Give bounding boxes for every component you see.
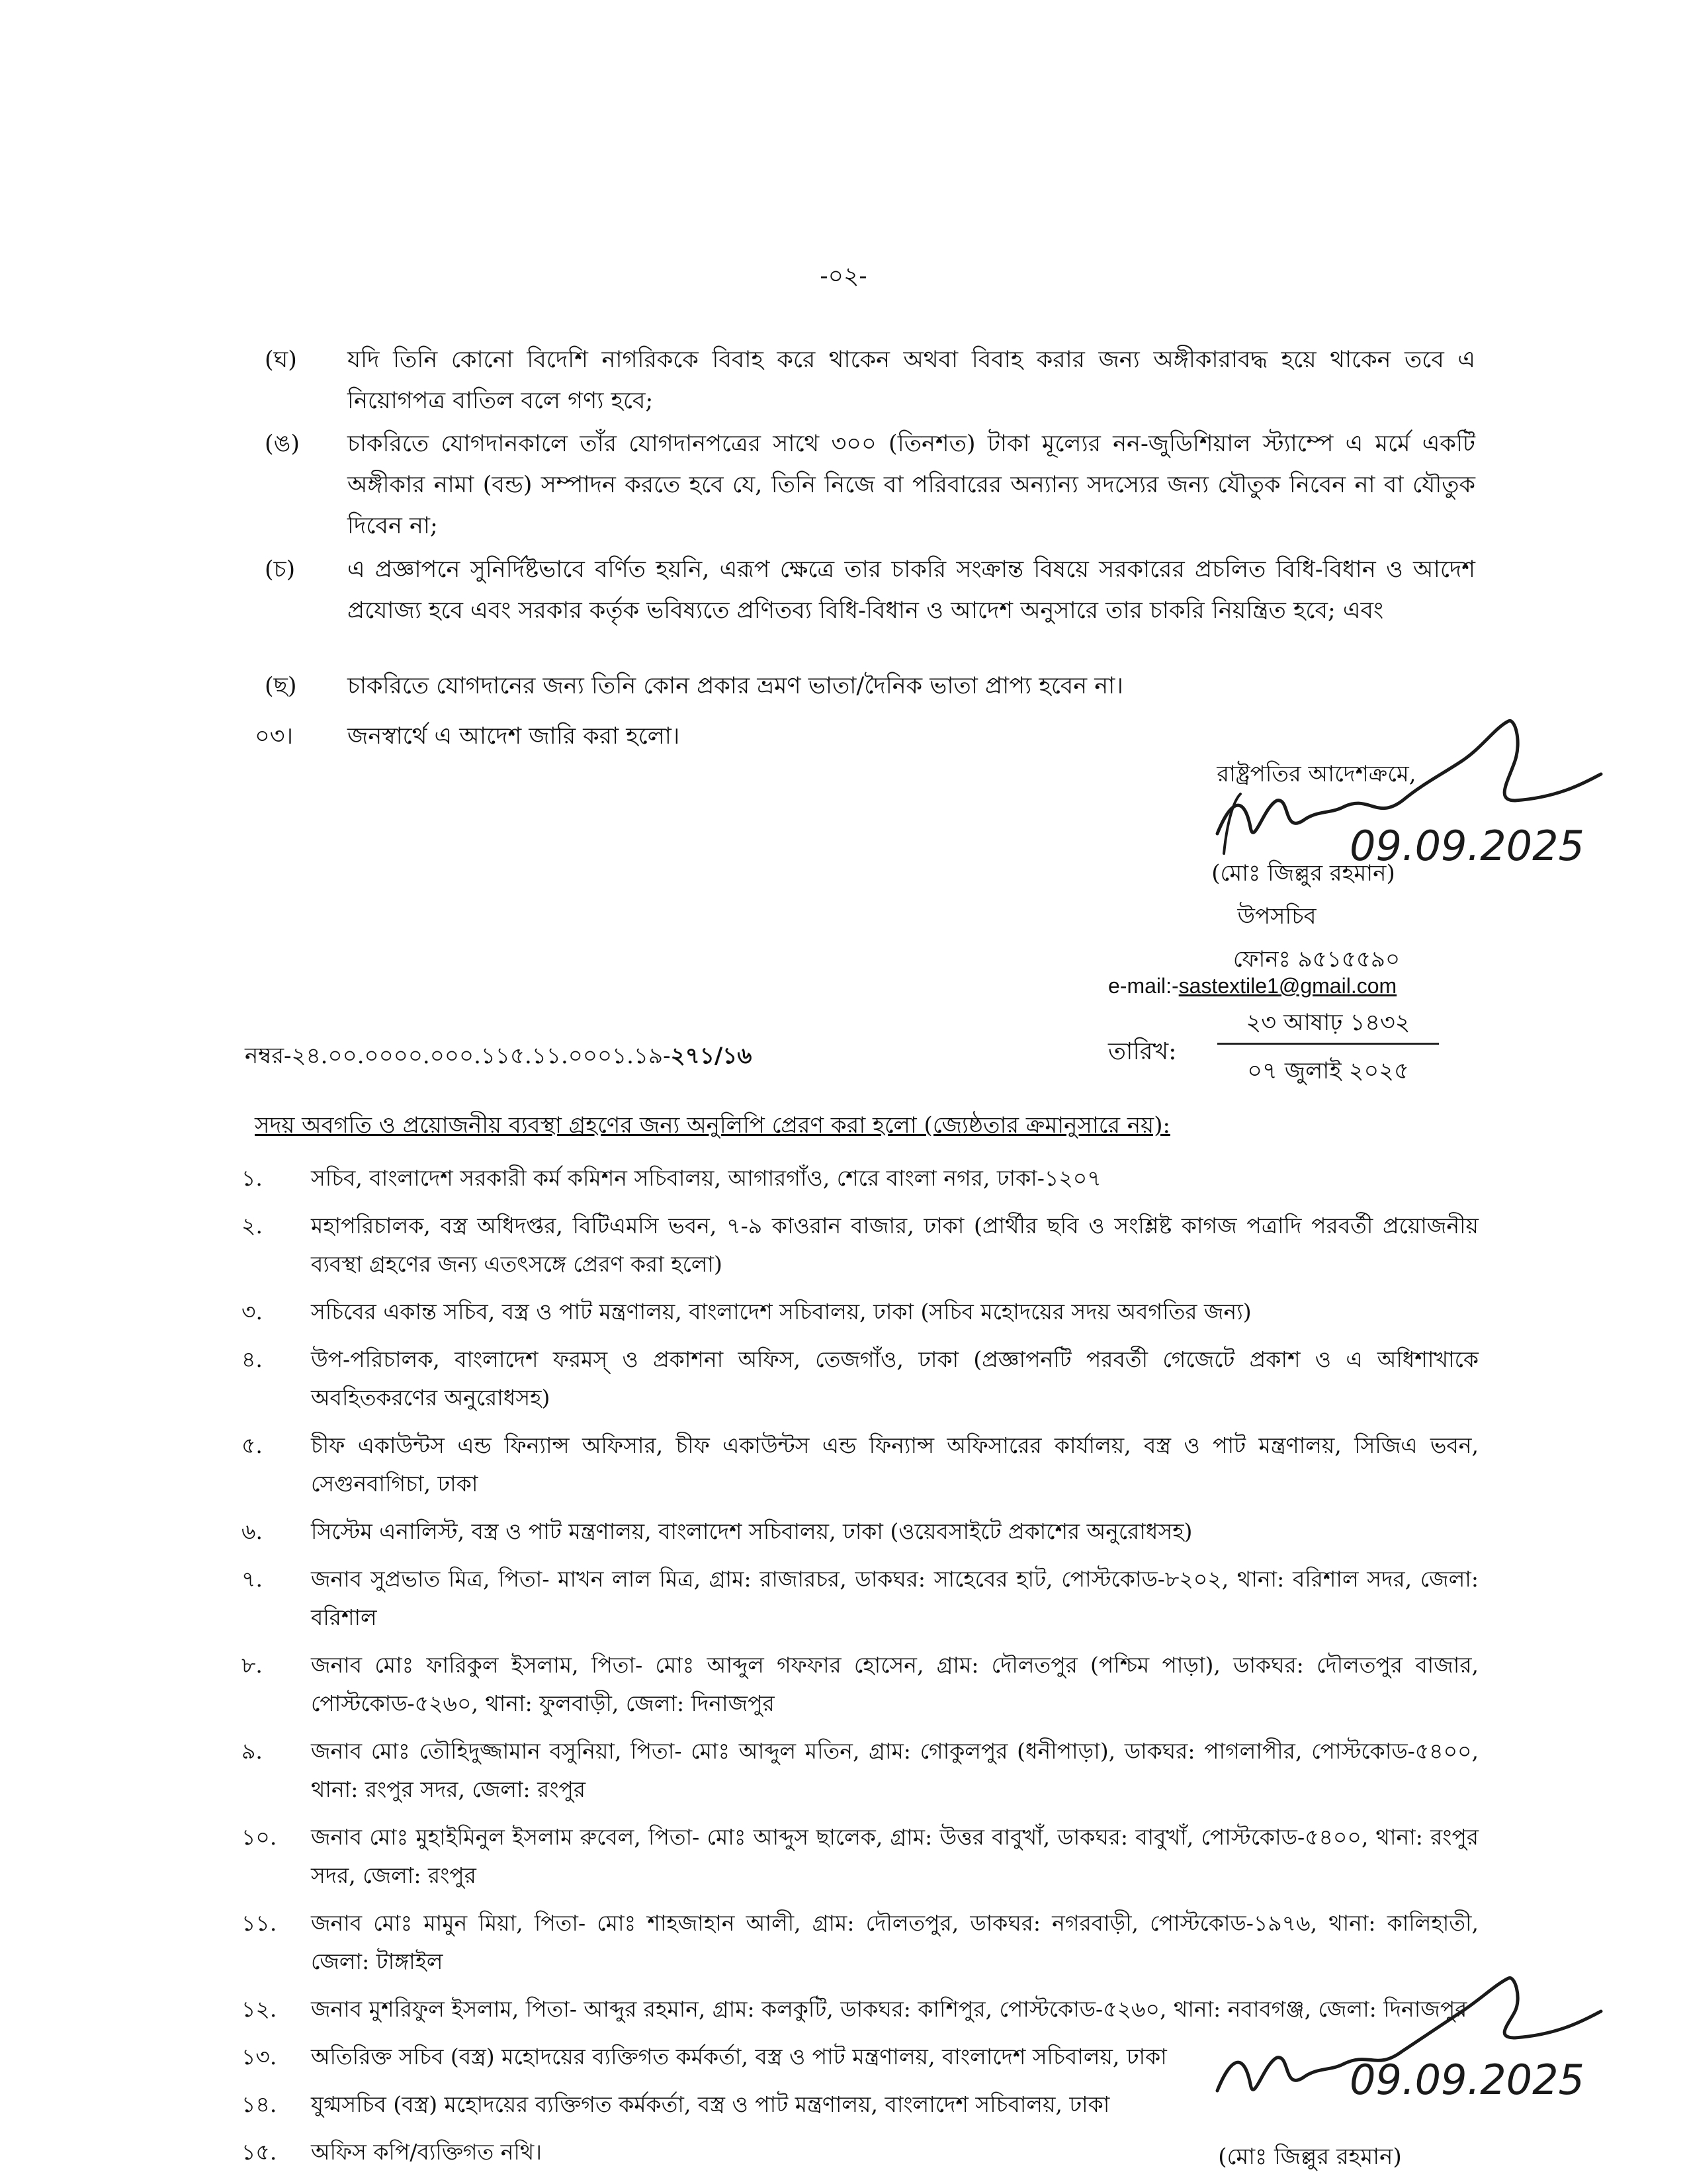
date-label: তারিখ:	[1108, 1038, 1177, 1065]
signatory-email	[1108, 974, 1397, 998]
list-item	[241, 1426, 1479, 1503]
item-number: ১০.	[241, 1824, 277, 1850]
item-text: সচিব, বাংলাদেশ সরকারী কর্ম কমিশন সচিবালয়, আগারগাঁও, শেরে বাংলা নগর, ঢাকা-১২০৭	[311, 1165, 1102, 1191]
item-text: অতিরিক্ত সচিব (বস্ত্র) মহোদয়ের ব্যক্তিগত কর্মকর্তা, বস্ত্র ও পাট মন্ত্রণালয়, বাংলাদেশ সচিবালয়, ঢাকা	[311, 2044, 1167, 2070]
distribution-heading: সদয় অবগতি ও প্রয়োজনীয় ব্যবস্থা গ্রহণের জন্য অনুলিপি প্রেরণ করা হলো (জ্যেষ্ঠতার ক্রমানুসারে নয়):	[255, 1112, 1170, 1139]
signatory-phone: ফোনঃ ৯৫১৫৫৯০	[1233, 946, 1401, 973]
by-order-line: রাষ্ট্রপতির আদেশক্রমে,	[1217, 761, 1416, 787]
item-number: ১.	[241, 1165, 263, 1191]
item-text: যুগ্মসচিব (বস্ত্র) মহোদয়ের ব্যক্তিগত কর্মকর্তা, বস্ত্র ও পাট মন্ত্রণালয়, বাংলাদেশ সচিবালয়, ঢাকা	[311, 2091, 1110, 2117]
list-item	[241, 1512, 1479, 1551]
list-item	[241, 1818, 1479, 1895]
item-text: জনাব মোঃ তৌহিদুজ্জামান বসুনিয়া, পিতা- মোঃ আব্দুল মতিন, গ্রাম: গোকুলপুর (ধনীপাড়া), ডাকঘর: পাগলাপীর, পোস্টকোড-৫৪০০, থানা: রংপুর সদর, জেলা: রংপুর	[311, 1738, 1479, 1802]
clause-marker: (ঘ)	[265, 347, 297, 373]
email-address: sastextile1@gmail.com	[1178, 974, 1397, 998]
item-number: ৪.	[241, 1346, 263, 1372]
item-number: ২.	[241, 1213, 263, 1239]
signature-stroke-icon	[1217, 721, 1601, 834]
item-text: চীফ একাউন্টস এন্ড ফিন্যান্স অফিসার, চীফ একাউন্টস এন্ড ফিন্যান্স অফিসারের কার্যালয়, বস্ত্র ও পাট মন্ত্রণালয়, সিজিএ ভবন, সেগুনবাগিচা, ঢাকা	[311, 1432, 1479, 1497]
email-label: e-mail:-	[1108, 974, 1179, 998]
item-text: জনাব মোঃ মামুন মিয়া, পিতা- মোঃ শাহজাহান আলী, গ্রাম: দৌলতপুর, ডাকঘর: নগরবাড়ী, পোস্টকোড-১৯৭৬, থানা: কালিহাতী, জেলা: টাঙ্গাইল	[311, 1910, 1479, 1974]
item-text: জনাব মোঃ মুহাইমিনুল ইসলাম রুবেল, পিতা- মোঃ আব্দুস ছালেক, গ্রাম: উত্তর বাবুখাঁ, ডাকঘর: বাবুখাঁ, পোস্টকোড-৫৪০০, থানা: রংপুর সদর, জেলা: রংপুর	[311, 1824, 1479, 1888]
item-number: ৯.	[241, 1738, 263, 1764]
list-item	[241, 1732, 1479, 1809]
memo-number-suffix: ২৭১/১৬	[670, 1043, 752, 1069]
clause-text: চাকরিতে যোগদানের জন্য তিনি কোন প্রকার ভ্রমণ ভাতা/দৈনিক ভাতা প্রাপ্য হবেন না।	[347, 673, 1123, 699]
item-number: ১৪.	[241, 2091, 277, 2117]
item-text: উপ-পরিচালক, বাংলাদেশ ফরমস্ ও প্রকাশনা অফিস, তেজগাঁও, ঢাকা (প্রজ্ঞাপনটি পরবর্তী গেজেটে প্রকাশ ও এ অধিশাখাকে অবহিতকরণের অনুরোধসহ)	[311, 1346, 1479, 1411]
clause-text: এ প্রজ্ঞাপনে সুনির্দিষ্টভাবে বর্ণিত হয়নি, এরূপ ক্ষেত্রে তার চাকরি সংক্রান্ত বিষয়ে সরকারের প্রচলিত বিধি-বিধান ও আদেশ প্রযোজ্য হবে এবং সরকার কর্তৃক ভবিষ্যতে প্রণিতব্য বিধি-বিধান ও আদেশ অনুসারে তার চাকরি নিয়ন্ত্রিত হবে; এবং	[347, 556, 1475, 624]
item-text: জনাব মুশরিফুল ইসলাম, পিতা- আব্দুর রহমান, গ্রাম: কলকুটি, ডাকঘর: কাশিপুর, পোস্টকোড-৫২৬০, থানা: নবাবগঞ্জ, জেলা: দিনাজপুর	[311, 1996, 1467, 2022]
item-number: ১১.	[241, 1910, 277, 1936]
clause-text: চাকরিতে যোগদানকালে তাঁর যোগদানপত্রের সাথে ৩০০ (তিনশত) টাকা মূল্যের নন-জুডিশিয়াল স্ট্যাম্পে এ মর্মে একটি অঙ্গীকার নামা (বন্ড) সম্পাদন করতে হবে যে, তিনি নিজে বা পরিবারের অন্যান্য সদস্যের জন্য যৌতুক নিবেন না বা যৌতুক দিবেন না;	[347, 431, 1475, 539]
item-number: ৭.	[241, 1566, 263, 1592]
item-text: অফিস কপি/ব্যক্তিগত নথি।	[311, 2139, 542, 2165]
list-item	[241, 1560, 1479, 1637]
signatory-designation: উপসচিব	[1237, 903, 1317, 930]
date-gregorian: ০৭ জুলাই ২০২৫	[1247, 1058, 1409, 1084]
item-text: জনাব মোঃ ফারিকুল ইসলাম, পিতা- মোঃ আব্দুল গফফার হোসেন, গ্রাম: দৌলতপুর (পশ্চিম পাড়া), ডাকঘর: দৌলতপুর বাজার, পোস্টকোড-৫২৬০, থানা: ফুলবাড়ী, জেলা: দিনাজপুর	[311, 1652, 1479, 1716]
signatory-name-bottom: (মোঃ জিল্লুর রহমান)	[1218, 2144, 1402, 2170]
item-number: ৩.	[241, 1299, 263, 1325]
clause-gha	[265, 339, 1475, 421]
clause-chha	[265, 666, 1475, 707]
memo-date	[1217, 1004, 1439, 1092]
clause-marker: (চ)	[265, 556, 296, 583]
signatory-name: (মোঃ জিল্লুর রহমান)	[1211, 860, 1395, 887]
date-bangla: ২৩ আষাঢ় ১৪৩২	[1217, 1004, 1439, 1045]
item-number: ৬.	[241, 1518, 263, 1544]
item-number: ৫.	[241, 1432, 263, 1458]
item-number: ১২.	[241, 1996, 277, 2022]
order-marker: ০৩।	[255, 723, 294, 750]
clause-umo	[265, 423, 1475, 546]
signature-date: 09.09.2025	[1350, 2056, 1584, 2104]
item-text: সিস্টেম এনালিস্ট, বস্ত্র ও পাট মন্ত্রণালয়, বাংলাদেশ সচিবালয়, ঢাকা (ওয়েবসাইটে প্রকাশের অনুরোধসহ)	[311, 1518, 1193, 1544]
item-number: ১৩.	[241, 2044, 277, 2070]
item-number: ৮.	[241, 1652, 263, 1678]
clause-cha	[265, 549, 1475, 631]
clause-marker: (ঙ)	[265, 431, 300, 457]
list-item	[241, 1293, 1479, 1331]
list-item	[241, 1340, 1479, 1417]
signature-date: 09.09.2025	[1350, 822, 1584, 870]
handwritten-signature	[1204, 701, 1614, 873]
memo-number	[245, 1039, 752, 1076]
clause-marker: (ছ)	[265, 673, 297, 699]
page-number: -০২-	[820, 263, 867, 290]
item-number: ১৫.	[241, 2139, 277, 2165]
list-item	[241, 1646, 1479, 1723]
order-statement	[255, 716, 679, 757]
handwritten-signature-bottom	[1204, 1958, 1614, 2117]
item-text: মহাপরিচালক, বস্ত্র অধিদপ্তর, বিটিএমসি ভবন, ৭-৯ কাওরান বাজার, ঢাকা (প্রার্থীর ছবি ও সংশ্লিষ্ট কাগজ পত্রাদি পরবর্তী প্রয়োজনীয় ব্যবস্থা গ্রহণের জন্য এতৎসঙ্গে প্রেরণ করা হলো)	[311, 1213, 1479, 1277]
memo-number-prefix: নম্বর-২৪.০০.০০০০.০০০.১১৫.১১.০০০১.১৯-	[245, 1043, 671, 1069]
clause-text: যদি তিনি কোনো বিদেশি নাগরিককে বিবাহ করে থাকেন অথবা বিবাহ করার জন্য অঙ্গীকারাবদ্ধ হয়ে থাকেন তবে এ নিয়োগপত্র বাতিল বলে গণ্য হবে;	[347, 347, 1475, 414]
item-text: সচিবের একান্ত সচিব, বস্ত্র ও পাট মন্ত্রণালয়, বাংলাদেশ সচিবালয়, ঢাকা (সচিব মহোদয়ের সদয় অবগতির জন্য)	[311, 1299, 1252, 1325]
list-item	[241, 1207, 1479, 1284]
order-text: জনস্বার্থে এ আদেশ জারি করা হলো।	[347, 723, 680, 750]
list-item	[241, 1159, 1479, 1198]
item-text: জনাব সুপ্রভাত মিত্র, পিতা- মাখন লাল মিত্র, গ্রাম: রাজারচর, ডাকঘর: সাহেবের হাট, পোস্টকোড-৮২০২, থানা: বরিশাল সদর, জেলা: বরিশাল	[311, 1566, 1479, 1630]
